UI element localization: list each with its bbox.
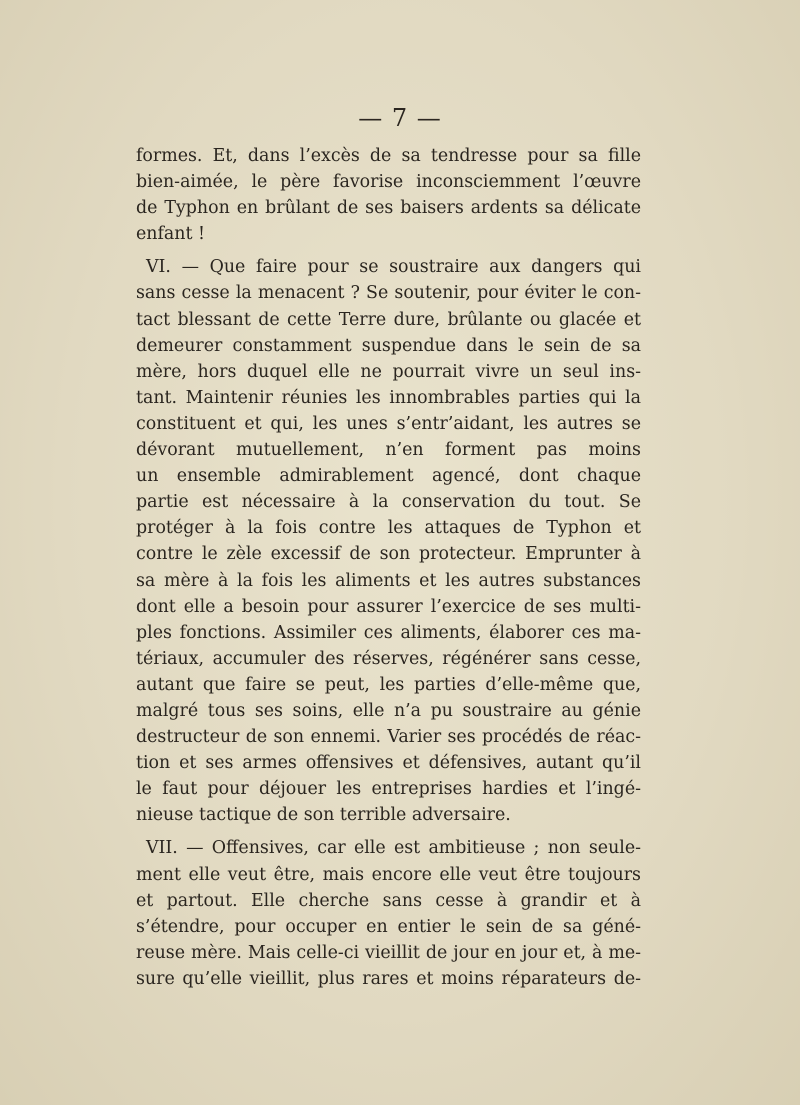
text-line: destructeur de son ennemi. Varier ses procédés de réac- (136, 727, 641, 748)
body-text (136, 143, 641, 992)
text-line: mère, hors duquel elle ne pourrait vivre un seul ins- (136, 361, 641, 382)
text-line: enfant ! (136, 224, 206, 245)
text-line: bien-aimée, le père favorise inconsciemment l’œuvre (136, 172, 641, 193)
text-line: reuse mère. Mais celle-ci vieillit de jour en jour et, à me- (136, 942, 641, 963)
text-line: s’étendre, pour occuper en entier le sein de sa géné- (136, 916, 641, 937)
paragraph-1 (136, 143, 641, 247)
text-line: dévorant mutuellement, n’en forment pas moins (136, 440, 641, 461)
paragraph-2 (136, 254, 641, 828)
text-line: dont elle a besoin pour assurer l’exercice de ses multi- (136, 596, 641, 617)
text-line: un ensemble admirablement agencé, dont chaque (136, 466, 641, 487)
text-line: tact blessant de cette Terre dure, brûlante ou glacée et (136, 309, 641, 330)
text-line: formes. Et, dans l’excès de sa tendresse pour sa fille (136, 146, 641, 166)
text-line: contre le zèle excessif de son protecteur. Emprunter à (136, 544, 641, 565)
text-line: demeurer constamment suspendue dans le sein de sa (136, 335, 641, 356)
text-line: tériaux, accumuler des réserves, régénérer sans cesse, (136, 648, 641, 669)
text-line: sure qu’elle vieillit, plus rares et moins réparateurs de- (136, 968, 641, 989)
paragraph-3 (136, 835, 641, 992)
text-line: malgré tous ses soins, elle n’a pu soustraire au génie (136, 700, 641, 721)
text-line: VI. — Que faire pour se soustraire aux dangers qui (146, 257, 641, 278)
text-line: VII. — Offensives, car elle est ambitieuse ; non seule- (146, 838, 641, 859)
page-number: — 7 — (358, 104, 442, 132)
text-line: partie est nécessaire à la conservation du tout. Se (136, 492, 641, 513)
text-line: ment elle veut être, mais encore elle veut être toujours (136, 864, 641, 885)
text-line: protéger à la fois contre les attaques de Typhon et (136, 518, 641, 539)
text-line: tant. Maintenir réunies les innombrables parties qui la (136, 387, 641, 408)
text-line: ples fonctions. Assimiler ces aliments, élaborer ces ma- (136, 622, 641, 643)
text-line: constituent et qui, les unes s’entr’aidant, les autres se (136, 413, 641, 434)
text-line: de Typhon en brûlant de ses baisers ardents sa délicate (136, 198, 641, 219)
text-line: le faut pour déjouer les entreprises hardies et l’ingé- (136, 779, 641, 800)
text-line: sans cesse la menacent ? Se soutenir, pour éviter le con- (136, 283, 641, 304)
text-line: nieuse tactique de son terrible adversaire. (136, 805, 511, 826)
text-line: tion et ses armes offensives et défensives, autant qu’il (136, 753, 641, 774)
text-line: autant que faire se peut, les parties d’elle-même que, (136, 674, 641, 695)
text-line: sa mère à la fois les aliments et les autres substances (136, 570, 641, 591)
text-line: et partout. Elle cherche sans cesse à grandir et à (136, 890, 641, 911)
